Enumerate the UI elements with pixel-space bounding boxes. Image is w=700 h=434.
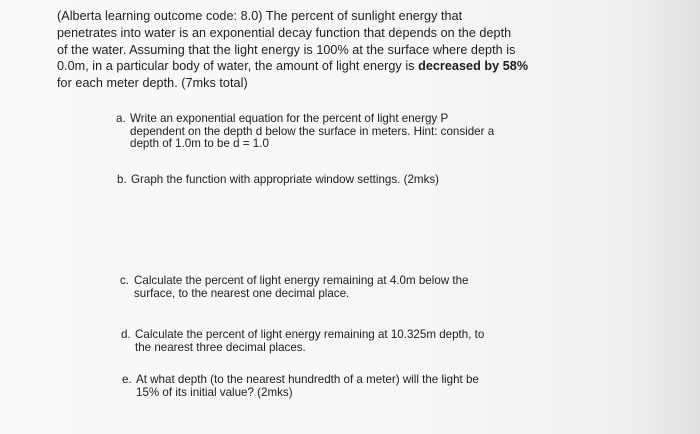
intro-line bbox=[57, 58, 527, 75]
intro-emphasis: decreased by 58% bbox=[418, 59, 529, 74]
question-letter: d. bbox=[121, 328, 131, 341]
question-text bbox=[136, 374, 479, 399]
question-letter: a. bbox=[116, 112, 126, 125]
question-line: Calculate the percent of light energy remaining at 4.0m below the bbox=[134, 274, 469, 287]
question-line: the nearest three decimal places. bbox=[135, 340, 306, 354]
question-line: Write an exponential equation for the percent of light energy P bbox=[130, 112, 449, 125]
question-line: Graph the function with appropriate window settings. (2mks) bbox=[131, 173, 440, 186]
question-text bbox=[134, 275, 468, 300]
intro-line: for each meter depth. (7mks total) bbox=[57, 76, 248, 91]
question-text bbox=[130, 113, 494, 151]
question-letter: e. bbox=[122, 373, 132, 386]
question-letter: b. bbox=[117, 173, 127, 186]
question-text bbox=[131, 174, 439, 187]
question-letter: c. bbox=[120, 274, 130, 287]
question-line: surface, to the nearest one decimal place. bbox=[134, 286, 350, 300]
question-line: depth of 1.0m to be d = 1.0 bbox=[130, 137, 269, 151]
page-shadow bbox=[630, 0, 700, 434]
question-line: At what depth (to the nearest hundredth of a meter) will the light be bbox=[136, 373, 479, 386]
question-line: 15% of its initial value? (2mks) bbox=[136, 385, 293, 399]
question-line: Calculate the percent of light energy remaining at 10.325m depth, to bbox=[135, 328, 485, 341]
intro-line: (Alberta learning outcome code: 8.0) The percent of sunlight energy that bbox=[57, 9, 463, 23]
intro-line: penetrates into water is an exponential decay function that depends on the depth bbox=[57, 25, 512, 40]
question-text bbox=[135, 329, 484, 354]
intro-line: of the water. Assuming that the light energy is 100% at the surface where depth is bbox=[57, 42, 516, 57]
intro-text: 0.0m, in a particular body of water, the amount of light energy is bbox=[57, 59, 419, 74]
question-line: dependent on the depth d below the surface in meters. Hint: consider a bbox=[130, 124, 495, 138]
problem-intro bbox=[57, 8, 527, 92]
